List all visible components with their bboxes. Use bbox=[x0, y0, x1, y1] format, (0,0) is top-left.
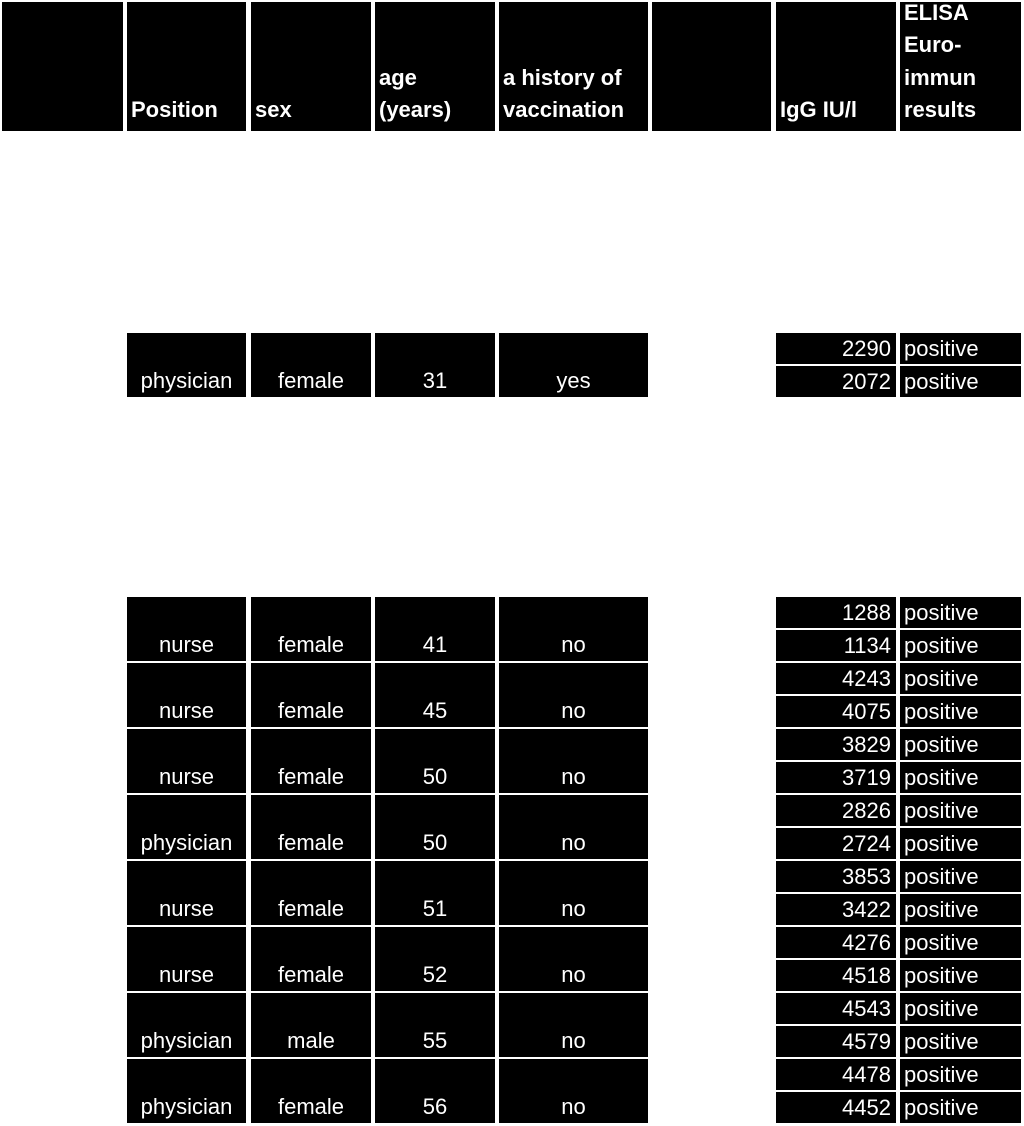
position-cell: physician bbox=[127, 993, 246, 1057]
position-cell: nurse bbox=[127, 927, 246, 991]
elisa-result-cell: positive bbox=[900, 927, 1021, 958]
sex-cell: female bbox=[251, 795, 371, 859]
header-vaccination bbox=[499, 2, 648, 131]
igg-value-cell: 4518 bbox=[776, 960, 896, 991]
vaccination-cell: no bbox=[499, 993, 648, 1057]
igg-value-cell: 4075 bbox=[776, 696, 896, 727]
header-sex bbox=[251, 2, 371, 131]
igg-value-cell: 2072 bbox=[776, 366, 896, 397]
position-cell: physician bbox=[127, 1059, 246, 1123]
elisa-result-cell: positive bbox=[900, 828, 1021, 859]
igg-value-cell: 1288 bbox=[776, 597, 896, 628]
age-cell: 51 bbox=[375, 861, 495, 925]
elisa-result-cell: positive bbox=[900, 762, 1021, 793]
position-cell: nurse bbox=[127, 597, 246, 661]
header-position bbox=[127, 2, 246, 131]
position-cell: nurse bbox=[127, 729, 246, 793]
age-cell: 41 bbox=[375, 597, 495, 661]
vaccination-cell: no bbox=[499, 597, 648, 661]
elisa-result-cell: positive bbox=[900, 1059, 1021, 1090]
igg-value-cell: 4452 bbox=[776, 1092, 896, 1123]
vaccination-cell: no bbox=[499, 861, 648, 925]
position-cell: nurse bbox=[127, 861, 246, 925]
igg-value-cell: 4579 bbox=[776, 1026, 896, 1057]
age-cell: 55 bbox=[375, 993, 495, 1057]
age-cell: 45 bbox=[375, 663, 495, 727]
elisa-result-cell: positive bbox=[900, 333, 1021, 364]
position-cell: physician bbox=[127, 795, 246, 859]
header-age-line: age bbox=[379, 64, 417, 90]
header-empty-cell bbox=[2, 2, 123, 131]
elisa-result-cell: positive bbox=[900, 696, 1021, 727]
sex-cell: female bbox=[251, 663, 371, 727]
header-vaccination-line: a history of bbox=[503, 64, 622, 90]
igg-value-cell: 3853 bbox=[776, 861, 896, 892]
igg-value-cell: 3829 bbox=[776, 729, 896, 760]
igg-value-cell: 4478 bbox=[776, 1059, 896, 1090]
header-igg-line: IgG IU/l bbox=[780, 97, 857, 123]
igg-value-cell: 2290 bbox=[776, 333, 896, 364]
header-empty-cell bbox=[652, 2, 771, 131]
vaccination-cell: yes bbox=[499, 333, 648, 397]
position-cell: nurse bbox=[127, 663, 246, 727]
elisa-result-cell: positive bbox=[900, 366, 1021, 397]
header-age bbox=[375, 2, 495, 131]
elisa-result-cell: positive bbox=[900, 960, 1021, 991]
elisa-result-cell: positive bbox=[900, 1026, 1021, 1057]
header-vaccination-line: vaccination bbox=[503, 97, 625, 123]
vaccination-cell: no bbox=[499, 1059, 648, 1123]
age-cell: 52 bbox=[375, 927, 495, 991]
sex-cell: female bbox=[251, 333, 371, 397]
elisa-result-cell: positive bbox=[900, 729, 1021, 760]
position-cell: physician bbox=[127, 333, 246, 397]
igg-value-cell: 3422 bbox=[776, 894, 896, 925]
header-position-line: Position bbox=[131, 97, 218, 123]
igg-value-cell: 4276 bbox=[776, 927, 896, 958]
igg-value-cell: 4543 bbox=[776, 993, 896, 1024]
age-cell: 50 bbox=[375, 729, 495, 793]
header-elisa-line: immun bbox=[904, 64, 977, 90]
vaccination-cell: no bbox=[499, 663, 648, 727]
sex-cell: female bbox=[251, 861, 371, 925]
elisa-result-cell: positive bbox=[900, 597, 1021, 628]
igg-value-cell: 2724 bbox=[776, 828, 896, 859]
vaccination-cell: no bbox=[499, 729, 648, 793]
elisa-result-cell: positive bbox=[900, 993, 1021, 1024]
header-sex-line: sex bbox=[255, 97, 292, 123]
elisa-result-cell: positive bbox=[900, 861, 1021, 892]
header-age-line: (years) bbox=[379, 97, 452, 123]
age-cell: 50 bbox=[375, 795, 495, 859]
elisa-result-cell: positive bbox=[900, 663, 1021, 694]
sex-cell: female bbox=[251, 927, 371, 991]
elisa-result-cell: positive bbox=[900, 630, 1021, 661]
elisa-result-cell: positive bbox=[900, 795, 1021, 826]
header-elisa-line: results bbox=[904, 97, 977, 123]
igg-value-cell: 1134 bbox=[776, 630, 896, 661]
elisa-result-cell: positive bbox=[900, 894, 1021, 925]
vaccination-cell: no bbox=[499, 795, 648, 859]
sex-cell: female bbox=[251, 1059, 371, 1123]
igg-value-cell: 2826 bbox=[776, 795, 896, 826]
header-elisa bbox=[900, 2, 1021, 131]
header-elisa-line: ELISA bbox=[904, 2, 969, 25]
igg-value-cell: 4243 bbox=[776, 663, 896, 694]
elisa-result-cell: positive bbox=[900, 1092, 1021, 1123]
header-elisa-line: Euro- bbox=[904, 32, 962, 58]
header-igg bbox=[776, 2, 896, 131]
igg-value-cell: 3719 bbox=[776, 762, 896, 793]
sex-cell: female bbox=[251, 597, 371, 661]
sex-cell: female bbox=[251, 729, 371, 793]
vaccination-cell: no bbox=[499, 927, 648, 991]
sex-cell: male bbox=[251, 993, 371, 1057]
age-cell: 56 bbox=[375, 1059, 495, 1123]
age-cell: 31 bbox=[375, 333, 495, 397]
